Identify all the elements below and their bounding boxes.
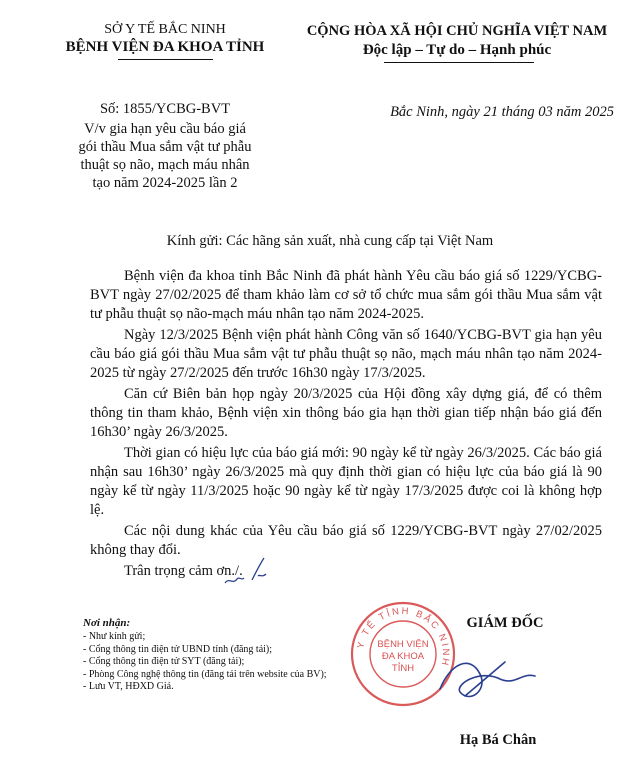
recipient-item: - Như kính gửi; [83, 631, 146, 642]
subject-line: thuật sọ não, mạch máu nhân [80, 157, 250, 173]
seal-ring-text: Y TẾ TỈNH BẮC NINH [355, 605, 452, 669]
motto-underline [384, 62, 534, 63]
national-motto: Độc lập – Tự do – Hạnh phúc [362, 42, 552, 58]
closing-line: Trân trọng cảm ơn./. [124, 563, 243, 579]
recipient-item: - Cổng thông tin điện tử SYT (đăng tải); [83, 656, 245, 667]
body-paragraph: Bệnh viện đa khoa tỉnh Bắc Ninh đã phát hành Yêu cầu báo giá số 1229/YCBG-BVT ngày 27/02/2025 để tham khảo làm cơ sở tổ chức mua sắm gói thầu Mua sắm vật tư phẫu thuật sọ não-mạch máu nhân tạo năm 2024-2025. [90, 268, 602, 322]
body-paragraph: Ngày 12/3/2025 Bệnh viện phát hành Công văn số 1640/YCBG-BVT gia hạn yêu cầu báo giá gói thầu Mua sắm vật tư phẫu thuật sọ não, mạch máu nhân tạo năm 2024-2025 từ ngày 27/2/2025 đến trước 16h30 ngày 17/3/2025. [90, 327, 602, 381]
subject-line: tạo năm 2024-2025 lần 2 [92, 175, 238, 191]
recipient-item: - Cổng thông tin điện tử UBND tỉnh (đăng tải); [83, 643, 273, 655]
document-subject [40, 120, 290, 192]
handwritten-signature [410, 634, 560, 714]
signer-name: Hạ Bá Chân [459, 732, 537, 748]
seal-line: ĐA KHOA [381, 651, 425, 662]
org-name: BỆNH VIỆN ĐA KHOA TỈNH [65, 39, 265, 55]
org-underline [118, 59, 213, 60]
subject-line: gói thầu Mua sắm vật tư phẫu [78, 139, 252, 155]
seal-line: BỆNH VIỆN [377, 639, 429, 650]
org-parent: SỞ Y TẾ BẮC NINH [104, 22, 226, 37]
signer-title: GIÁM ĐỐC [466, 615, 544, 631]
salutation: Kính gửi: Các hãng sản xuất, nhà cung cấp tại Việt Nam [166, 233, 494, 249]
initial-mark-2 [223, 573, 245, 587]
seal-line: TỈNH [391, 663, 415, 674]
recipients-list [83, 631, 383, 694]
document-body [90, 267, 602, 583]
recipient-item: - Phòng Công nghệ thông tin (đăng tải trên website của BV); [83, 668, 327, 680]
document-number: Số: 1855/YCBG-BVT [99, 101, 231, 117]
initial-mark [248, 556, 270, 582]
recipients-title: Nơi nhận: [83, 617, 131, 629]
place-date: Bắc Ninh, ngày 21 tháng 03 năm 2025 [390, 104, 614, 120]
body-paragraph: Căn cứ Biên bản họp ngày 20/3/2025 của Hội đồng xây dựng giá, để có thêm thông tin tham khảo, Bệnh viện xin thông báo gia hạn thời gian tiếp nhận báo giá đến 16h30’ ngày 26/3/2025. [90, 386, 602, 440]
recipient-item: - Lưu VT, HĐXD Giá. [83, 681, 174, 692]
national-title: CỘNG HÒA XÃ HỘI CHỦ NGHĨA VIỆT NAM [306, 23, 608, 39]
subject-line: V/v gia hạn yêu cầu báo giá [84, 121, 246, 137]
body-paragraph: Các nội dung khác của Yêu cầu báo giá số 1229/YCBG-BVT ngày 27/02/2025 không thay đổi. [90, 523, 602, 558]
body-paragraph: Thời gian có hiệu lực của báo giá mới: 90 ngày kể từ ngày 26/3/2025. Các báo giá nhận sau 16h30’ ngày 26/3/2025 mà quy định thời gian có hiệu lực của báo giá là 90 ngày kể từ ngày 11/3/2025 hoặc 90 ngày kể từ ngày 17/3/2025 được coi là không hợp lệ. [90, 445, 602, 518]
